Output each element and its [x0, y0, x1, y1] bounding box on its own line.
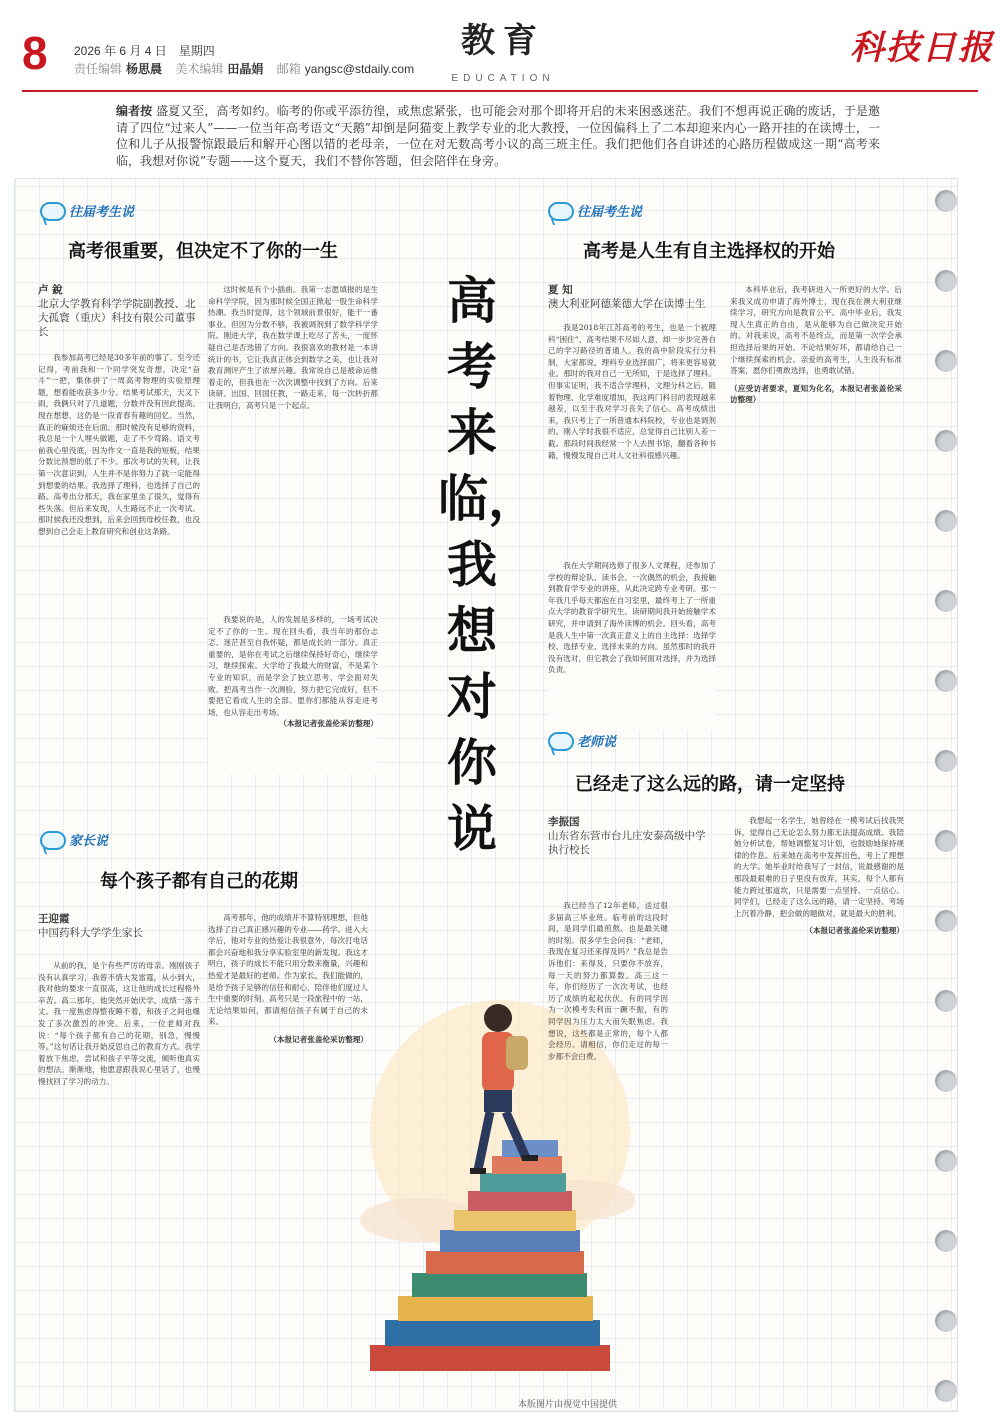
article-author [548, 283, 718, 311]
article-column [730, 284, 902, 724]
ring-icon [935, 1310, 957, 1332]
author-name: 李振国 [548, 816, 580, 828]
author-title: 北京大学教育科学学院副教授、北大孤寰（重庆）科技有限公司董事长 [38, 298, 196, 338]
article-body: 高考那年，他的成绩并不算特别理想，但他选择了自己真正感兴趣的专业——药学。进入大学后，他对专业的热爱让我很意外，每次打电话都会兴奋地和我分享实验室里的新发现。我这才明白，孩子的成长不能只用分数来衡量，兴趣和热爱才是最好的老师。作为家长，我们能做的，是给予孩子足够的信任和耐心，陪伴他们度过人生中重要的时刻。高考只是一段旅程中的一站，无论结果如何，都请相信孩子有属于自己的未来。 [208, 913, 368, 1027]
article-author [38, 283, 198, 339]
article-body: 这时候是有个小插曲。我第一志愿填报的是生命科学学院，因为那时候全国正掀起一股生命科学热潮。我当时觉得，这个领域前景很好，能干一番事业。但因为分数不够，我被调剂到了数学科学学院。刚进大学，我在数学课上吃尽了苦头，一度怀疑自己是否选错了方向。我很喜欢的教材是一本讲统计的书，它让我真正体会到数学之美，也让我对教育测评产生了浓厚兴趣。我常说自己是被命运推着走的，但我也在一次次调整中找到了方向。后来读研、出国、回国任教，一路走来，每一次转折都让我明白，高考只是一个起点。 [208, 285, 378, 410]
article-author [38, 912, 198, 940]
ring-icon [935, 590, 957, 612]
article-column [208, 614, 378, 774]
author-title: 山东省东营市台儿庄安泰高级中学执行校长 [548, 830, 706, 856]
source-note: （本报记者张盖伦采访整理） [279, 719, 378, 729]
article-body: 我在大学期间选修了很多人文课程，还参加了学校的辩论队、读书会。一次偶然的机会，我接触到教育学专业的讲座，从此决定跨专业考研。那一年我几乎每天都泡在自习室里，最终考上了一所重点大学的教育学研究生。读研期间我开始接触学术研究，并申请到了海外读博的机会。回头看，高考是我人生中第一次真正意义上的自主选择：选择学校、选择专业、选择未来的方向。虽然那时的我并没有选对，但它教会了我如何面对选择，并为选择负责。 [548, 561, 716, 675]
feature-title: 高考来临，我想对你说 [438, 273, 538, 857]
ring-icon [935, 670, 957, 692]
article-tag [548, 732, 616, 751]
article-tag-label: 往届考生说 [577, 203, 643, 219]
author-name: 卢 銳 [38, 284, 63, 296]
author-name: 夏 知 [548, 284, 573, 296]
article-author [548, 815, 708, 857]
article-title: 已经走了这么远的路，请一定坚持 [575, 774, 845, 794]
speech-bubble-icon [548, 202, 574, 221]
ring-icon [935, 510, 957, 532]
speech-bubble-icon [40, 831, 66, 850]
ring-icon [935, 190, 957, 212]
article-body: 我想起一名学生，她曾经在一模考试后找我哭诉，觉得自己无论怎么努力都无法提高成绩。我陪她分析试卷，帮她调整复习计划，也鼓励她保持规律的作息。后来她在高考中发挥出色，考上了理想的大学。她毕业时给我写了一封信，说最感谢的是那段最艰难的日子里没有放弃。其实，每个人都有能力跨过那道坎，只是需要一点坚持、一点信心。同学们，已经走了这么远的路，请一定坚持。考场上沉着冷静，把会做的题做对，就是最大的胜利。 [734, 816, 904, 918]
ring-icon [935, 1150, 957, 1172]
editor-note-label: 编者按 [116, 104, 153, 118]
author-title: 中国药科大学学生家长 [38, 927, 143, 939]
article-title: 高考是人生有自主选择权的开始 [583, 241, 835, 261]
article-body: 我是2018年江苏高考的考生，也是一个被理科“困住”、高考结果不尽如人意，却一步步完善自己的学习路径的普通人。我的高中阶段实行分科制，大家都说，理科专业选择面广，将来更容易就业。那时的我对自己一无所知，于是选择了理科。但事实证明，我不适合学理科，文理分科之后，随着物理、化学难度增加，我这两门科目的表现越来越差，以至于我对学习丧失了信心。高考成绩出来，我只考上了一所普通本科院校，专业也是调剂的。刚入学时我很不适应，总觉得自己比别人差一截。那段时间我经常一个人去图书馆，翻看各种书籍，慢慢发现自己对人文社科很感兴趣。 [548, 323, 716, 460]
speech-bubble-icon [548, 732, 574, 751]
article-column [38, 352, 200, 762]
article-title: 每个孩子都有自己的花期 [100, 871, 298, 891]
ring-icon [935, 830, 957, 852]
article-tag [40, 831, 108, 850]
editor-name: 杨思晨 [126, 62, 163, 76]
article-tag-label: 家长说 [69, 832, 109, 848]
section-title: 教育 [461, 22, 545, 60]
article-body: 我已经当了12年老师，送过很多届高三毕业班。临考前的这段时间，是同学们最煎熬、也是最关键的时刻。很多学生会问我：“老师，我现在复习还来得及吗？”我总是告诉他们：来得及，只要你不放弃，每一天的努力都算数。高三这一年，你们经历了一次次考试，也经历了成绩的起起伏伏。有的同学因为一次模考失利而一蹶不振，有的同学因为压力太大而失眠焦虑。我想说，这些都是正常的，每个人都会经历。请相信，你们走过的每一步都不会白费。 [548, 901, 668, 1061]
ring-icon [935, 430, 957, 452]
speech-bubble-icon [40, 202, 66, 221]
article-column [38, 960, 200, 1400]
ring-icon [935, 1230, 957, 1252]
article-column [208, 912, 368, 1400]
article-body: 从前的我，是个有些严厉的母亲。刚刚孩子没有认真学习，我曾不惜大发雷霆，从小到大，我对他的要求一直很高，这让他的成长过程格外辛苦。高二那年，他突然开始厌学，成绩一落千丈。我一度焦虑得整夜睡不着，和孩子之间也爆发了多次激烈的冲突。后来，一位老师对我说：“每个孩子都有自己的花期，别急，慢慢等。”这句话让我开始反思自己的教育方式。我学着放下焦虑，尝试和孩子平等交流，倾听他真实的想法。渐渐地，他愿意跟我说心里话了，也慢慢找回了学习的动力。 [38, 961, 200, 1086]
article-tag-label: 老师说 [577, 733, 617, 749]
art-editor-name: 田晶娟 [227, 62, 264, 76]
source-note: （本报记者张盖伦采访整理） [805, 926, 904, 936]
ring-icon [935, 270, 957, 292]
ring-icon [935, 350, 957, 372]
ring-icon [935, 750, 957, 772]
email-label: 邮箱 [276, 62, 301, 76]
page-header [0, 0, 1000, 95]
article-column [548, 900, 668, 1390]
newspaper-logo: 科技日报 [850, 28, 994, 68]
illustration-credit: 本版图片由视觉中国提供 [518, 1399, 618, 1409]
article-body: 本科毕业后，我考研进入一所更好的大学。后来我又成功申请了海外博士，现在我在澳大利亚继续学习，研究方向是教育公平。高中毕业后，我发现人生真正的自由，是从能够为自己做决定开始的。对我来说，高考不是终点，而是第一次学会承担选择后果的开始。不论结果好坏，都请给自己一个继续探索的机会。亲爱的高考生，人生没有标准答案，愿你们勇敢选择，也勇敢试错。 [730, 285, 902, 376]
header-rule [22, 90, 978, 92]
ring-icon [935, 910, 957, 932]
page-number: 8 [22, 27, 48, 79]
article-column [548, 560, 716, 730]
author-name: 王迎霞 [38, 913, 70, 925]
editor-note-text: 盛夏又至，高考如约。临考的你或平添彷徨，或焦虑紧张，也可能会对那个即将开启的未来困惑迷茫。我们不想再说正确的废话，于是邀请了四位“过来人”——一位当年高考语文“天鹅”却倒是阿猫变上教学专业的北大教授，一位因偏科上了二本却迎来内心一路开挂的在读博士，一位和儿子从报警惊跟最后和解开心图以错的老母亲，一位在对无数高考小议的高三班主任。我们把他们各自讲述的心路历程做成这一期“高考来临，我想对你说”专题——这个夏天，我们不替你答题，但会陪伴在身旁。 [116, 104, 880, 168]
source-note: （应受访者要求，夏知为化名，本报记者张盖伦采访整理） [730, 383, 902, 405]
ring-icon [935, 990, 957, 1012]
editor-line [74, 62, 414, 76]
date-line: 2026 年 6 月 4 日 星期四 [74, 44, 215, 58]
editor-label: 责任编辑 [74, 62, 123, 76]
ring-icon [935, 1070, 957, 1092]
article-tag [548, 202, 642, 221]
section-title-en: EDUCATION [451, 73, 555, 84]
article-body: 我要说的是，人的发展是多样的，一场考试决定不了你的一生。现在回头看，我当年的那份忐忑、迷茫甚至自我怀疑，都是成长的一部分。真正重要的，是你在考试之后继续保持好奇心，继续学习，继续探索。大学给了我最大的财富，不是某个专业的知识，而是学会了独立思考、学会面对失败。把高考当作一次测验，努力把它完成好，但不要把它看成人生的全部。愿你们都能从容走进考场，也从容走出考场。 [208, 615, 378, 717]
source-note: （本报记者张盖伦采访整理） [269, 1034, 368, 1044]
ring-icon [935, 1380, 957, 1402]
article-title: 高考很重要，但决定不了你的一生 [68, 241, 338, 261]
art-editor-label: 美术编辑 [175, 62, 224, 76]
author-title: 澳大利亚阿德莱德大学在读博士生 [548, 298, 706, 310]
article-tag-label: 往届考生说 [69, 203, 135, 219]
article-body: 我参加高考已经是30多年前的事了。至今还记得，考前我和一个同学突发奇想，决定“奋斗”一把，集体拼了一周高考物理的实验原理题，想看能收获多少分。结果考试那天，天又下雨，我俩只对了几道题，分数并没有因此提高。现在想想，这仍是一段青春有趣的回忆。当然，真正的麻烦还在后面。那时候没有足够的资料，我总是一个人埋头做题，走了不少弯路。语文考前我心里没底，因为作文一直是我的短板，结果分数比预想的低了不少。那次考试的失利，让我第一次意识到，人生并不是你努力了就一定能得到想要的结果。我选择了理科，也选择了自己的路。高考出分那天，我在家里坐了很久，觉得有些失落。但后来发现，人生路远不止一次考试。那时候我还没想到，后来会回到母校任教，也没想到自己会走上教育研究和创业这条路。 [38, 353, 200, 536]
email: yangsc@stdaily.com [304, 62, 415, 76]
article-tag [40, 202, 134, 221]
article-column [734, 815, 904, 1395]
editor-note [116, 103, 880, 169]
